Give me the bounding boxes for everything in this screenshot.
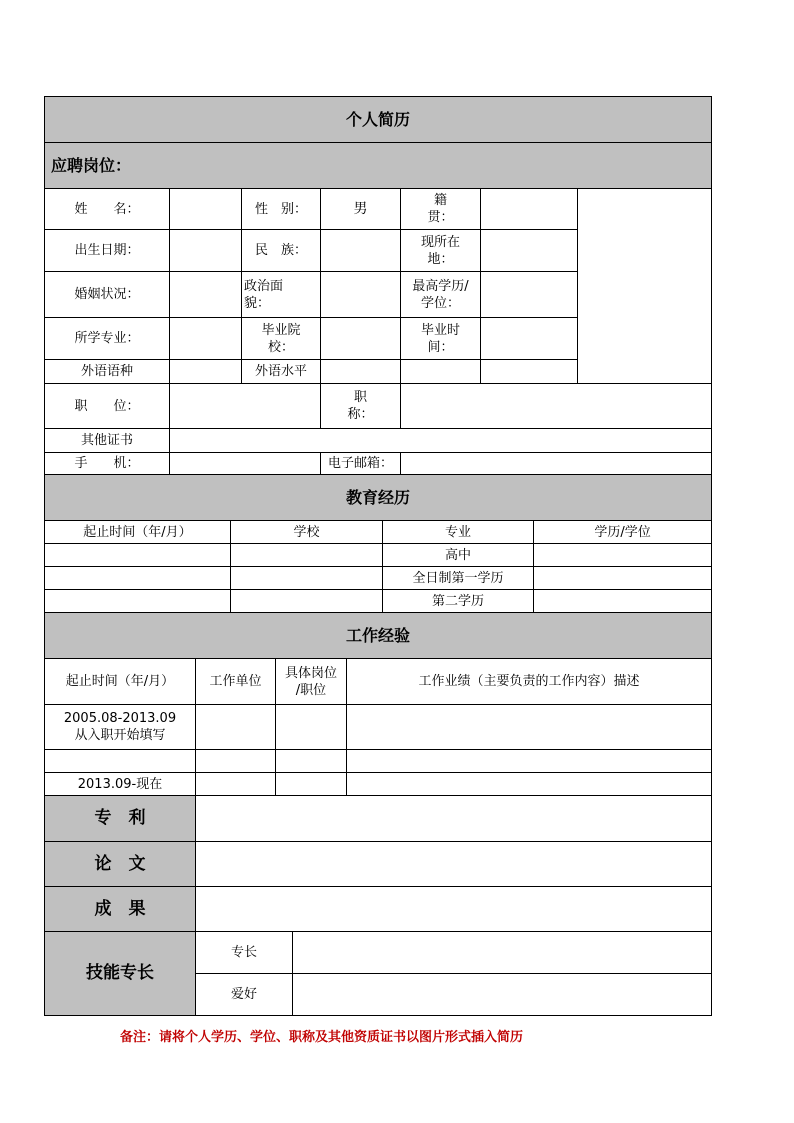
major-label: 所学专业： [45,318,170,360]
paper-label: 论 文 [45,842,196,887]
work-desc-cell[interactable] [347,750,712,773]
work-company-cell[interactable] [196,750,276,773]
ethnic-label: 民 族： [242,230,321,272]
language-level-field[interactable] [321,360,401,384]
hobby-field[interactable] [293,974,712,1016]
cert-label: 其他证书 [45,429,170,453]
work-time-cell[interactable] [45,750,196,773]
school-field[interactable] [321,318,401,360]
political-field[interactable] [321,272,401,318]
personal-info-table [44,96,712,384]
photo-area[interactable] [578,189,712,384]
extras-table [44,795,712,1016]
table-row [45,567,712,590]
work-header-desc: 工作业绩（主要负责的工作内容）描述 [347,659,712,705]
gradtime-field[interactable] [481,318,578,360]
edu-header-major: 专业 [383,521,534,544]
phone-label: 手 机： [45,453,170,475]
skills-label: 技能专长 [45,932,196,1016]
edu-school-cell[interactable] [231,544,383,567]
edu-time-cell[interactable] [45,590,231,613]
table-row [45,590,712,613]
native-label: 籍 贯： [401,189,481,230]
post-label: 职 位： [45,384,170,429]
work-table [44,612,712,796]
political-label: 政治面 貌： [242,272,321,318]
edu-major-cell: 第二学历 [383,590,534,613]
edu-degree-cell[interactable] [534,590,712,613]
work-company-cell[interactable] [196,705,276,750]
work-heading: 工作经验 [45,613,712,659]
residence-field[interactable] [481,230,578,272]
achievement-field[interactable] [196,887,712,932]
resume-form [44,96,711,1016]
achievement-label: 成 果 [45,887,196,932]
resume-title: 个人简历 [45,97,712,143]
phone-field[interactable] [170,453,321,475]
work-header-time: 起止时间（年/月） [45,659,196,705]
edu-major-cell: 全日制第一学历 [383,567,534,590]
residence-label: 现所在 地： [401,230,481,272]
birth-label: 出生日期： [45,230,170,272]
major-field[interactable] [170,318,242,360]
hobby-label: 爱好 [196,974,293,1016]
work-role-cell[interactable] [276,705,347,750]
name-field[interactable] [170,189,242,230]
edu-header-school: 学校 [231,521,383,544]
work-header-company: 工作单位 [196,659,276,705]
language-field[interactable] [170,360,242,384]
edu-header-time: 起止时间（年/月） [45,521,231,544]
edu-school-cell[interactable] [231,590,383,613]
email-label: 电子邮箱： [321,453,401,475]
empty-cell[interactable] [401,360,481,384]
table-row [45,750,712,773]
specialty-field[interactable] [293,932,712,974]
work-desc-cell[interactable] [347,773,712,796]
degree-label: 最高学历/ 学位： [401,272,481,318]
edu-time-cell[interactable] [45,567,231,590]
gradtime-label: 毕业时 间： [401,318,481,360]
native-field[interactable] [481,189,578,230]
education-heading: 教育经历 [45,475,712,521]
work-header-role: 具体岗位 /职位 [276,659,347,705]
marital-label: 婚姻状况： [45,272,170,318]
work-role-cell[interactable] [276,773,347,796]
work-time-cell[interactable]: 2013.09-现在 [45,773,196,796]
work-company-cell[interactable] [196,773,276,796]
position-label: 应聘岗位： [45,143,712,189]
job-contact-table [44,383,712,475]
gender-field[interactable]: 男 [321,189,401,230]
edu-header-degree: 学历/学位 [534,521,712,544]
name-label: 姓 名： [45,189,170,230]
language-label: 外语语种 [45,360,170,384]
work-role-cell[interactable] [276,750,347,773]
patent-label: 专 利 [45,796,196,842]
patent-field[interactable] [196,796,712,842]
edu-major-cell: 高中 [383,544,534,567]
post-field[interactable] [170,384,321,429]
gender-label: 性 别： [242,189,321,230]
empty-cell[interactable] [481,360,578,384]
edu-school-cell[interactable] [231,567,383,590]
work-time-cell[interactable]: 2005.08-2013.09 从入职开始填写 [45,705,196,750]
footnote: 备注：请将个人学历、学位、职称及其他资质证书以图片形式插入简历 [120,1030,524,1045]
edu-degree-cell[interactable] [534,544,712,567]
birth-field[interactable] [170,230,242,272]
school-label: 毕业院 校： [242,318,321,360]
paper-field[interactable] [196,842,712,887]
work-desc-cell[interactable] [347,705,712,750]
table-row [45,544,712,567]
ethnic-field[interactable] [321,230,401,272]
education-table [44,474,712,613]
table-row [45,773,712,796]
job-title-label: 职 称： [321,384,401,429]
table-row [45,705,712,750]
marital-field[interactable] [170,272,242,318]
edu-time-cell[interactable] [45,544,231,567]
edu-degree-cell[interactable] [534,567,712,590]
email-field[interactable] [401,453,712,475]
specialty-label: 专长 [196,932,293,974]
cert-field[interactable] [170,429,712,453]
language-level-label: 外语水平 [242,360,321,384]
degree-field[interactable] [481,272,578,318]
job-title-field[interactable] [401,384,712,429]
